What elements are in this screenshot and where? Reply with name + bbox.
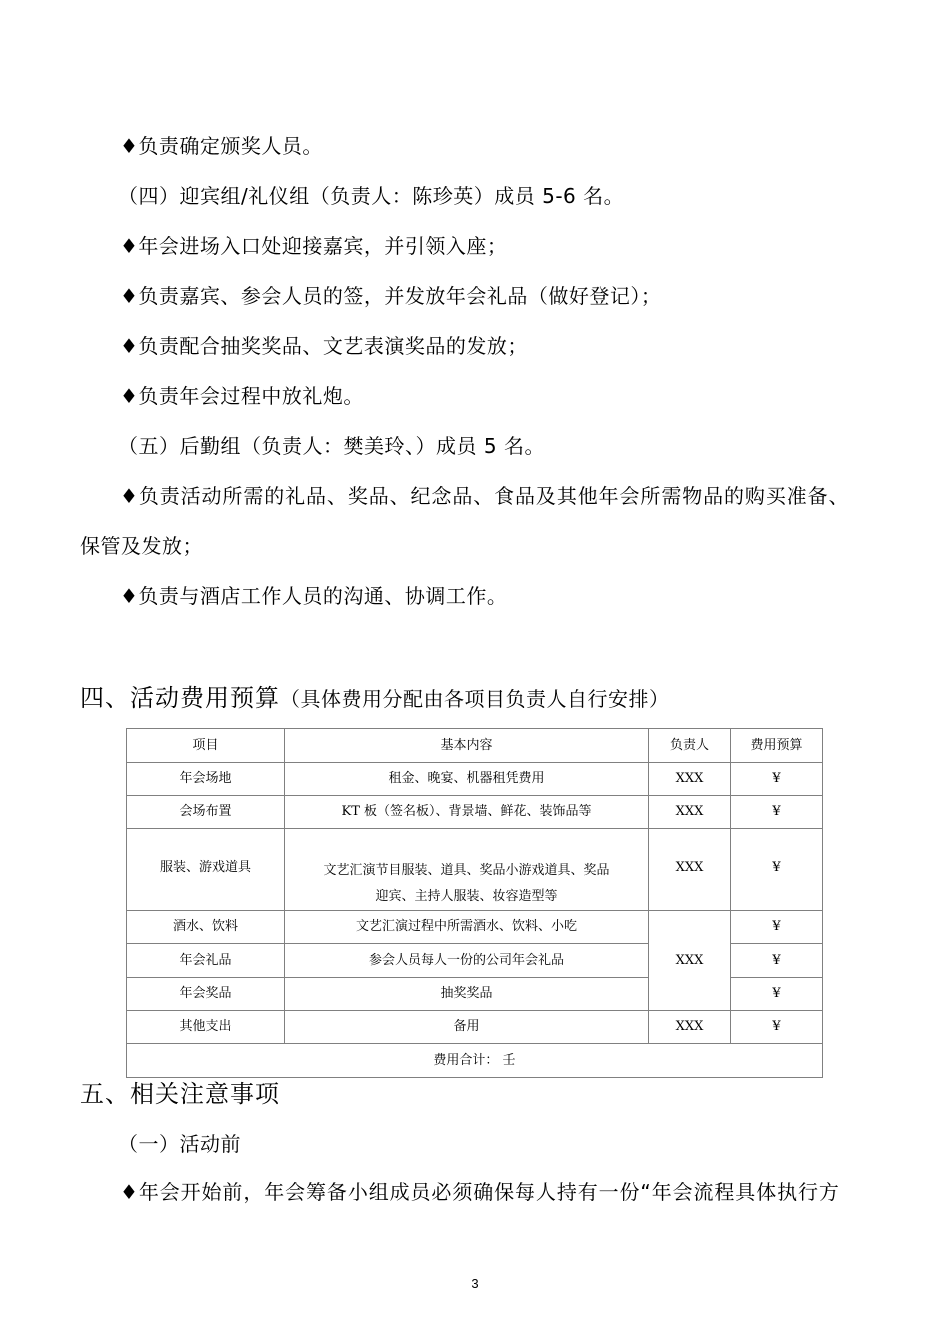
content-cell: 租金、晚宴、机器租凭费用 — [285, 763, 649, 796]
table-row — [127, 1011, 823, 1044]
item-cell: 年会场地 — [127, 763, 285, 796]
owner-cell: XXX — [649, 829, 731, 911]
section-heading-notes: 五、相关注意事项 — [80, 1080, 280, 1108]
section-title: 四、活动费用预算 — [80, 684, 280, 712]
paragraph: ♦负责配合抽奖奖品、文艺表演奖品的发放； — [120, 334, 528, 358]
item-cell: 年会奖品 — [127, 978, 285, 1011]
section-subtitle: （具体费用分配由各项目负责人自行安排） — [280, 687, 670, 711]
table-row — [127, 911, 823, 944]
paragraph: ♦负责与酒店工作人员的沟通、协调工作。 — [120, 584, 508, 608]
paragraph: ♦年会进场入口处迎接嘉宾，并引领入座； — [120, 234, 508, 258]
content-cell: 备用 — [285, 1011, 649, 1044]
budget-cell: ¥ — [731, 829, 823, 911]
page-number: 3 — [471, 1276, 479, 1291]
table-row — [127, 763, 823, 796]
paragraph: ♦负责嘉宾、参会人员的签，并发放年会礼品（做好登记）； — [120, 284, 662, 308]
owner-cell-merged: XXX — [649, 911, 731, 1011]
budget-cell: ¥ — [731, 796, 823, 829]
table-row — [127, 829, 823, 911]
item-cell: 年会礼品 — [127, 944, 285, 978]
content-line: 文艺汇演节目服装、道具、奖品小游戏道具、奖品 — [323, 863, 610, 878]
owner-cell: XXX — [649, 1011, 731, 1044]
content-cell: 参会人员每人一份的公司年会礼品 — [285, 944, 649, 978]
paragraph: ♦负责确定颁奖人员。 — [120, 134, 323, 158]
item-cell: 服装、游戏道具 — [127, 829, 285, 911]
paragraph: ♦年会开始前，年会筹备小组成员必须确保每人持有一份“年会流程具体执行方 — [120, 1180, 840, 1204]
item-cell: 其他支出 — [127, 1011, 285, 1044]
content-cell — [285, 829, 649, 911]
group-heading-reception: （四）迎宾组/礼仪组（负责人：陈珍英）成员 5-6 名。 — [118, 184, 625, 208]
paragraph-continuation: 保管及发放； — [80, 534, 203, 558]
owner-cell: XXX — [649, 763, 731, 796]
content-cell: 抽奖奖品 — [285, 978, 649, 1011]
paragraph: ♦负责活动所需的礼品、奖品、纪念品、食品及其他年会所需物品的购买准备、 — [120, 484, 850, 508]
total-cell: 费用合计： 壬 — [127, 1044, 823, 1078]
budget-cell: ¥ — [731, 1011, 823, 1044]
content-cell: KT 板（签名板）、背景墙、鲜花、装饰品等 — [285, 796, 649, 829]
budget-cell: ¥ — [731, 944, 823, 978]
table-header-row — [127, 729, 823, 763]
table-total-row — [127, 1044, 823, 1078]
column-header: 基本内容 — [285, 729, 649, 763]
subsection-heading: （一）活动前 — [118, 1132, 241, 1156]
paragraph: ♦负责年会过程中放礼炮。 — [120, 384, 364, 408]
budget-cell: ¥ — [731, 763, 823, 796]
budget-table — [126, 728, 823, 1078]
section-heading-budget — [80, 682, 670, 715]
item-cell: 酒水、饮料 — [127, 911, 285, 944]
column-header: 负责人 — [649, 729, 731, 763]
content-cell: 文艺汇演过程中所需酒水、饮料、小吃 — [285, 911, 649, 944]
column-header: 项目 — [127, 729, 285, 763]
content-line: 迎宾、主持人服装、妆容造型等 — [375, 889, 558, 904]
budget-cell: ¥ — [731, 978, 823, 1011]
budget-cell: ¥ — [731, 911, 823, 944]
table-row — [127, 796, 823, 829]
group-heading-logistics: （五）后勤组（负责人：樊美玲、）成员 5 名。 — [118, 434, 545, 458]
owner-cell: XXX — [649, 796, 731, 829]
column-header: 费用预算 — [731, 729, 823, 763]
item-cell: 会场布置 — [127, 796, 285, 829]
